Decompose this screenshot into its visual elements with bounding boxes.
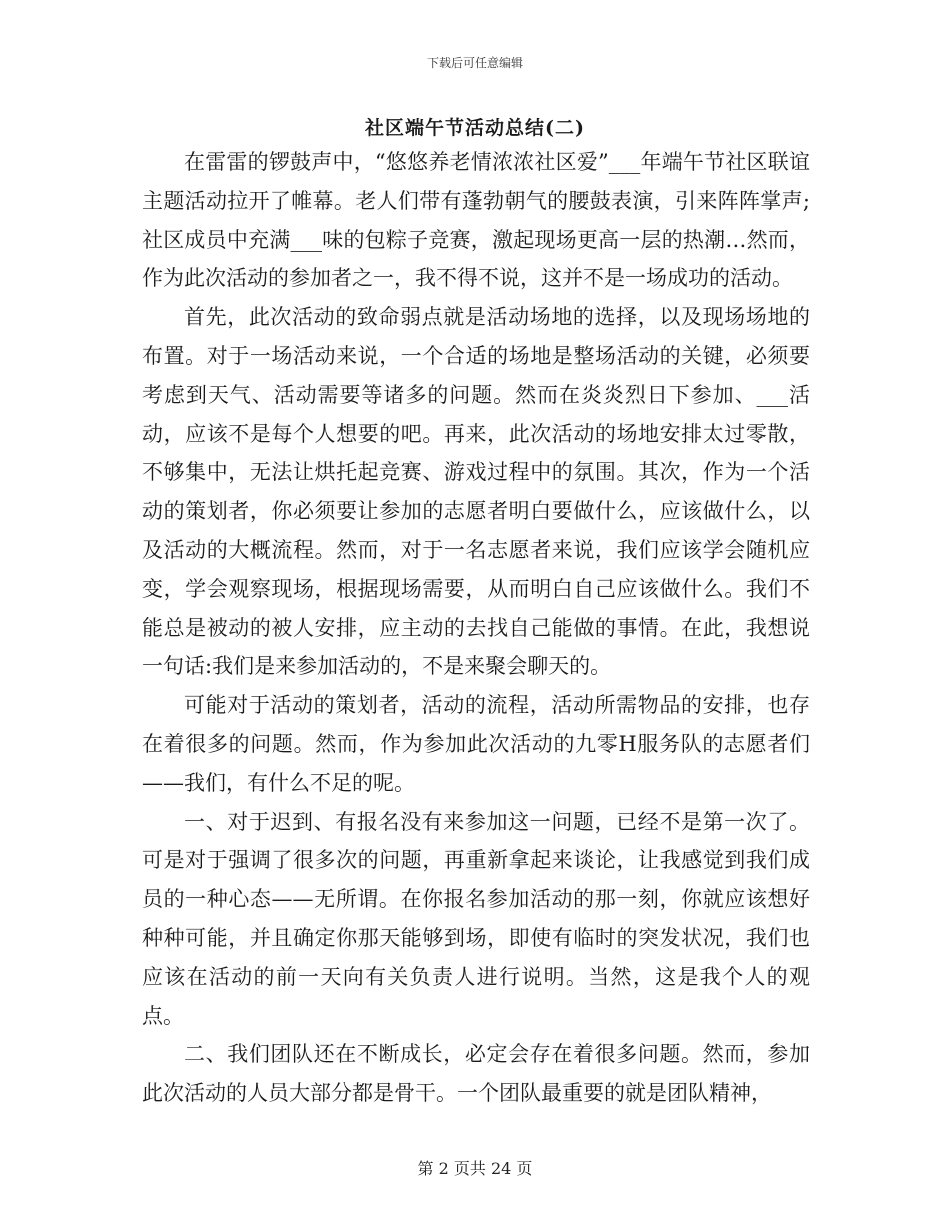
paragraph-1: 在雷雷的锣鼓声中，“悠悠养老情浓浓社区爱”___年端午节社区联谊主题活动拉开了帷幕。老人们带有蓬勃朝气的腰鼓表演，引来阵阵掌声;社区成员中充满___味的包粽子竞赛，激起现场更高一层的热潮…然而，作为此次活动的参加者之一，我不得不说，这并不是一场成功的活动。 (142, 150, 810, 291)
paragraph-4: 一、对于迟到、有报名没有来参加这一问题，已经不是第一次了。可是对于强调了很多次的问题，再重新拿起来谈论，让我感觉到我们成员的一种心态——无所谓。在你报名参加活动的那一刻，你就应该想好种种可能，并且确定你那天能够到场，即使有临时的突发状况，我们也应该在活动的前一天向有关负责人进行说明。当然，这是我个人的观点。 (142, 809, 810, 1028)
paragraph-3: 可能对于活动的策划者，活动的流程，活动所需物品的安排，也存在着很多的问题。然而，作为参加此次活动的九零H服务队的志愿者们——我们，有什么不足的呢。 (142, 693, 810, 795)
paragraph-2: 首先，此次活动的致命弱点就是活动场地的选择，以及现场场地的布置。对于一场活动来说，一个合适的场地是整场活动的关键，必须要考虑到天气、活动需要等诸多的问题。然而在炎炎烈日下参加、___活动，应该不是每个人想要的吧。再来，此次活动的场地安排太过零散，不够集中，无法让烘托起竞赛、游戏过程中的氛围。其次，作为一个活动的策划者，你必须要让参加的志愿者明白要做什么，应该做什么，以及活动的大概流程。然而，对于一名志愿者来说，我们应该学会随机应变，学会观察现场，根据现场需要，从而明白自己应该做什么。我们不能总是被动的被人安排，应主动的去找自己能做的事情。在此，我想说一句话:我们是来参加活动的，不是来聚会聊天的。 (142, 305, 810, 679)
page-number: 第 2 页共 24 页 (417, 1159, 533, 1178)
document-title: 社区端午节活动总结(二) (365, 117, 585, 139)
paragraph-5: 二、我们团队还在不断成长，必定会存在着很多问题。然而，参加此次活动的人员大部分都是骨干。一个团队最重要的就是团队精神， (142, 1042, 810, 1106)
document-body (142, 143, 810, 1113)
page-header-note: 下载后可任意编辑 (426, 56, 523, 70)
